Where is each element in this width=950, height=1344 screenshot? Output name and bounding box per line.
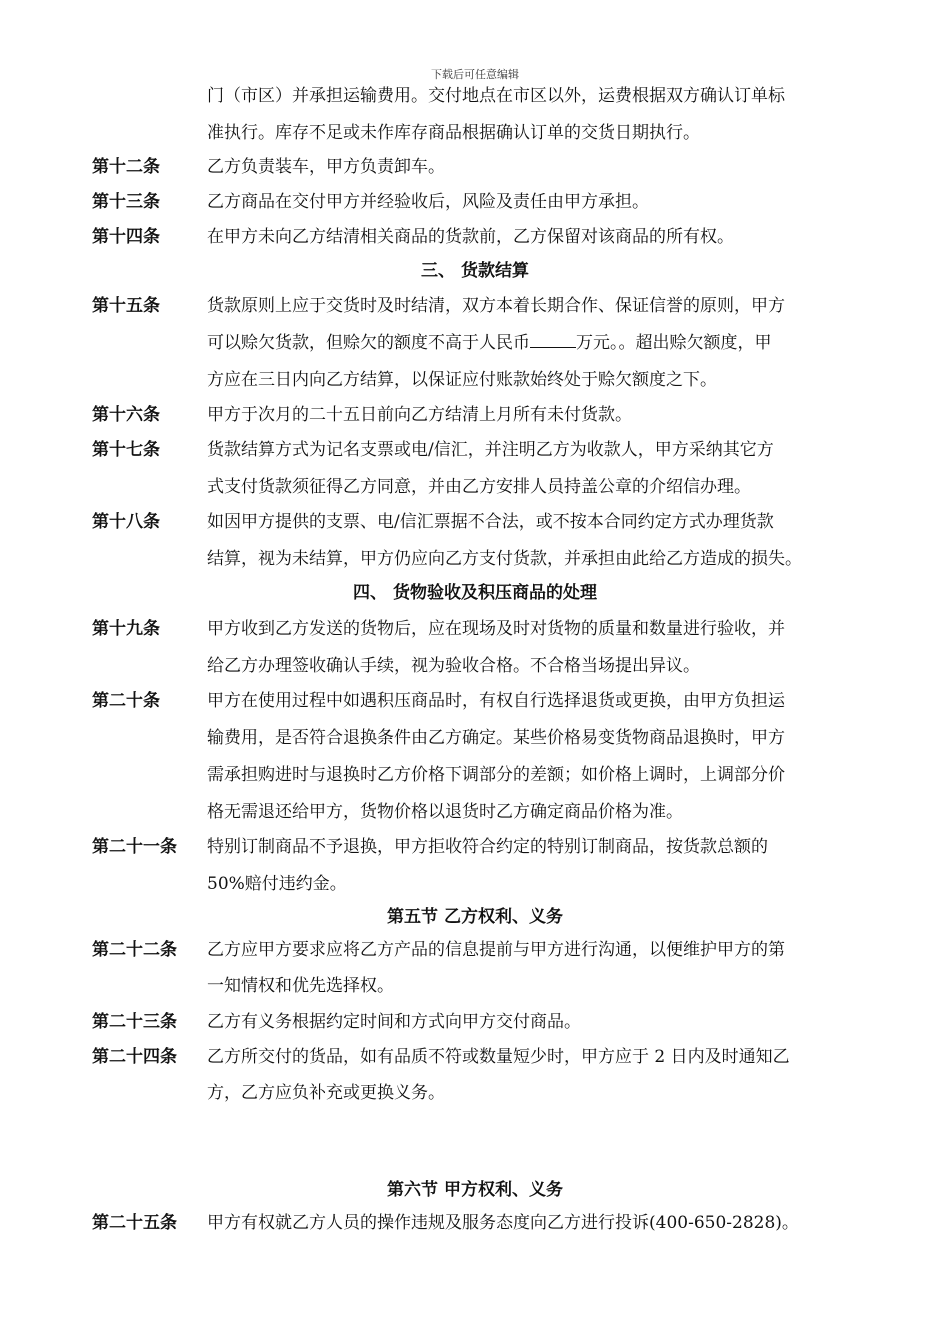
text-segment: 万元。。超出赊欠额度，甲 [576, 333, 772, 353]
article-text: 式支付货款须征得乙方同意，并由乙方安排人员持盖公章的介绍信办理。 [207, 477, 751, 497]
article-label: 第十二条 [92, 157, 160, 177]
article-text: 结算，视为未结算，甲方仍应向乙方支付货款，并承担由此给乙方造成的损失。 [207, 549, 802, 569]
page-header: 下载后可任意编辑 [431, 68, 519, 81]
article-text: 乙方应甲方要求应将乙方产品的信息提前与甲方进行沟通，以便维护甲方的第 [207, 940, 785, 960]
article-label: 第二十四条 [92, 1047, 177, 1067]
article-text: 甲方于次月的二十五日前向乙方结清上月所有未付货款。 [207, 405, 632, 425]
article-label: 第十九条 [92, 619, 160, 639]
article-text: 甲方在使用过程中如遇积压商品时，有权自行选择退货或更换，由甲方负担运 [207, 691, 785, 711]
article-text: 甲方收到乙方发送的货物后，应在现场及时对货物的质量和数量进行验收，并 [207, 619, 785, 639]
article-text [207, 331, 772, 355]
article-text: 货款原则上应于交货时及时结清，双方本着长期合作、保证信誉的原则，甲方 [207, 296, 785, 316]
article-text: 格无需退还给甲方，货物价格以退货时乙方确定商品价格为准。 [207, 802, 683, 822]
article-text: 需承担购进时与退换时乙方价格下调部分的差额；如价格上调时，上调部分价 [207, 765, 785, 785]
article-label: 第十八条 [92, 512, 160, 532]
article-label: 第二十五条 [92, 1213, 177, 1233]
article-label: 第十四条 [92, 227, 160, 247]
article-text: 乙方负责装车，甲方负责卸车。 [207, 157, 445, 177]
article-text: 乙方有义务根据约定时间和方式向甲方交付商品。 [207, 1012, 581, 1032]
article-label: 第二十二条 [92, 940, 177, 960]
text-segment: 可以赊欠货款，但赊欠的额度不高于人民币 [207, 333, 530, 353]
section-heading: 第六节 甲方权利、义务 [387, 1180, 563, 1200]
article-label: 第十三条 [92, 192, 160, 212]
article-text: 在甲方未向乙方结清相关商品的货款前，乙方保留对该商品的所有权。 [207, 227, 734, 247]
section-heading: 三、 货款结算 [421, 261, 529, 281]
article-text: 如因甲方提供的支票、电/信汇票据不合法，或不按本合同约定方式办理货款 [207, 512, 774, 532]
article-text: 方，乙方应负补充或更换义务。 [207, 1083, 445, 1103]
continuation-line: 门（市区）并承担运输费用。交付地点在市区以外，运费根据双方确认订单标 [207, 86, 785, 106]
amount-blank-line [530, 331, 576, 348]
article-text: 乙方所交付的货品，如有品质不符或数量短少时，甲方应于 2 日内及时通知乙 [207, 1047, 790, 1067]
article-text: 50%赔付违约金。 [207, 874, 347, 894]
continuation-line: 准执行。库存不足或未作库存商品根据确认订单的交货日期执行。 [207, 123, 700, 143]
article-text: 给乙方办理签收确认手续，视为验收合格。不合格当场提出异议。 [207, 656, 700, 676]
section-heading: 四、 货物验收及积压商品的处理 [353, 583, 597, 603]
article-text: 方应在三日内向乙方结算，以保证应付账款始终处于赊欠额度之下。 [207, 370, 717, 390]
article-label: 第二十一条 [92, 837, 177, 857]
article-label: 第二十条 [92, 691, 160, 711]
article-label: 第十五条 [92, 296, 160, 316]
article-label: 第十六条 [92, 405, 160, 425]
article-text: 乙方商品在交付甲方并经验收后，风险及责任由甲方承担。 [207, 192, 649, 212]
article-text: 一知情权和优先选择权。 [207, 976, 394, 996]
article-text: 特别订制商品不予退换，甲方拒收符合约定的特别订制商品，按货款总额的 [207, 837, 768, 857]
article-text: 甲方有权就乙方人员的操作违规及服务态度向乙方进行投诉(400-650-2828)。 [207, 1213, 799, 1233]
article-label: 第二十三条 [92, 1012, 177, 1032]
article-label: 第十七条 [92, 440, 160, 460]
article-text: 输费用，是否符合退换条件由乙方确定。某些价格易变货物商品退换时，甲方 [207, 728, 785, 748]
section-heading: 第五节 乙方权利、义务 [387, 907, 563, 927]
article-text: 货款结算方式为记名支票或电/信汇，并注明乙方为收款人，甲方采纳其它方 [207, 440, 774, 460]
